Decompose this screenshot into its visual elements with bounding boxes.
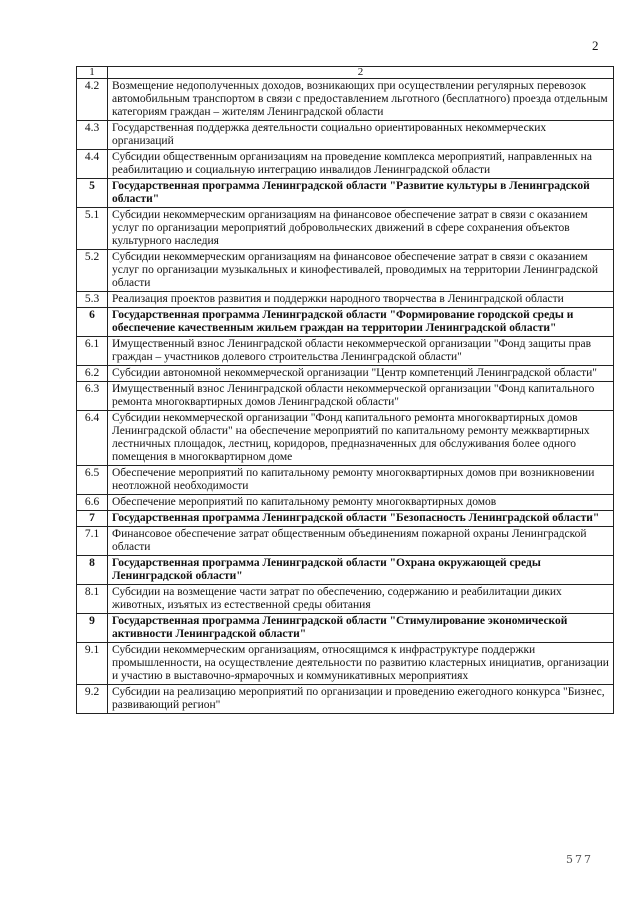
row-number: 8	[77, 556, 108, 585]
row-number: 9.1	[77, 643, 108, 685]
table-row	[77, 121, 614, 150]
row-number: 6.3	[77, 382, 108, 411]
row-number: 5.3	[77, 292, 108, 308]
row-text: Субсидии некоммерческим организациям на финансовое обеспечение затрат в связи с оказанием услуг по организации музыкальных и кинофестивалей, проводимых на территории Ленинградской области	[108, 250, 614, 292]
row-text: Субсидии автономной некоммерческой организации "Центр компетенций Ленинградской области"	[108, 366, 614, 382]
row-number: 6.1	[77, 337, 108, 366]
row-number: 6.6	[77, 495, 108, 511]
page-stamp: 577	[566, 853, 593, 866]
table-row	[77, 685, 614, 714]
table-row	[77, 527, 614, 556]
table-row	[77, 292, 614, 308]
row-text: Субсидии некоммерческим организациям на финансовое обеспечение затрат в связи с оказанием услуг по организации мероприятий добровольческих движений в сфере сохранения объектов культурного наследия	[108, 208, 614, 250]
row-text: Субсидии некоммерческим организациям, относящимся к инфраструктуре поддержки промышленности, на осуществление деятельности по развитию кластерных инициатив, организации и участию в выставочно-ярмарочных и коммуникативных мероприятиях	[108, 643, 614, 685]
program-row	[77, 179, 614, 208]
table-row	[77, 466, 614, 495]
row-text: Государственная программа Ленинградской области "Охрана окружающей среды Ленинградской области"	[108, 556, 614, 585]
page-number: 2	[592, 38, 599, 53]
table-row	[77, 495, 614, 511]
row-text: Субсидии на возмещение части затрат по обеспечению, содержанию и реабилитации диких животных, изъятых из естественной среды обитания	[108, 585, 614, 614]
row-number: 7	[77, 511, 108, 527]
table-row	[77, 585, 614, 614]
row-text: Субсидии на реализацию мероприятий по организации и проведению ежегодного конкурса "Бизнес, развивающий регион"	[108, 685, 614, 714]
row-text: Субсидии некоммерческой организации "Фонд капитального ремонта многоквартирных домов Ленинградской области" на обеспечение мероприятий по капитальному ремонту межквартирных лестничных площадок, лестниц, коридоров, предназначенных для обслуживания более одного помещения в многоквартирном доме	[108, 411, 614, 466]
document-table	[76, 66, 614, 714]
row-number: 4.3	[77, 121, 108, 150]
table-row	[77, 337, 614, 366]
row-text: Государственная программа Ленинградской области "Формирование городской среды и обеспечение качественным жильем граждан на территории Ленинградской области"	[108, 308, 614, 337]
row-text: Возмещение недополученных доходов, возникающих при осуществлении регулярных перевозок автомобильным транспортом в связи с предоставлением льготного (бесплатного) проезда отдельным категориям граждан – жителям Ленинградской области	[108, 79, 614, 121]
program-row	[77, 614, 614, 643]
table-row	[77, 250, 614, 292]
row-text: Реализация проектов развития и поддержки народного творчества в Ленинградской области	[108, 292, 614, 308]
row-text: Государственная поддержка деятельности социально ориентированных некоммерческих организаций	[108, 121, 614, 150]
row-number: 7.1	[77, 527, 108, 556]
table-row	[77, 79, 614, 121]
row-number: 5	[77, 179, 108, 208]
row-text: Имущественный взнос Ленинградской области некоммерческой организации "Фонд капитального ремонта многоквартирных домов Ленинградской области"	[108, 382, 614, 411]
program-row	[77, 308, 614, 337]
row-text: Государственная программа Ленинградской области "Стимулирование экономической активности Ленинградской области"	[108, 614, 614, 643]
row-number: 4.2	[77, 79, 108, 121]
row-number: 5.1	[77, 208, 108, 250]
table-row	[77, 150, 614, 179]
header-col-1: 1	[77, 67, 108, 79]
header-col-2: 2	[108, 67, 614, 79]
row-number: 8.1	[77, 585, 108, 614]
row-number: 9	[77, 614, 108, 643]
row-text: Обеспечение мероприятий по капитальному ремонту многоквартирных домов	[108, 495, 614, 511]
row-text: Обеспечение мероприятий по капитальному ремонту многоквартирных домов при возникновении неотложной необходимости	[108, 466, 614, 495]
table-row	[77, 643, 614, 685]
row-text: Финансовое обеспечение затрат общественным объединениям пожарной охраны Ленинградской области	[108, 527, 614, 556]
row-text: Государственная программа Ленинградской области "Развитие культуры в Ленинградской области"	[108, 179, 614, 208]
table-row	[77, 208, 614, 250]
table-row	[77, 411, 614, 466]
row-number: 9.2	[77, 685, 108, 714]
row-text: Субсидии общественным организациям на проведение комплекса мероприятий, направленных на реабилитацию и социальную интеграцию инвалидов Ленинградской области	[108, 150, 614, 179]
row-number: 6.2	[77, 366, 108, 382]
row-number: 4.4	[77, 150, 108, 179]
program-row	[77, 556, 614, 585]
table-row	[77, 366, 614, 382]
row-number: 6	[77, 308, 108, 337]
table-body	[77, 67, 614, 714]
row-number: 6.5	[77, 466, 108, 495]
row-number: 6.4	[77, 411, 108, 466]
table-row	[77, 382, 614, 411]
program-row	[77, 511, 614, 527]
row-number: 5.2	[77, 250, 108, 292]
row-text: Имущественный взнос Ленинградской области некоммерческой организации "Фонд защиты прав граждан – участников долевого строительства Ленинградской области"	[108, 337, 614, 366]
row-text: Государственная программа Ленинградской области "Безопасность Ленинградской области"	[108, 511, 614, 527]
table-header-row	[77, 67, 614, 79]
